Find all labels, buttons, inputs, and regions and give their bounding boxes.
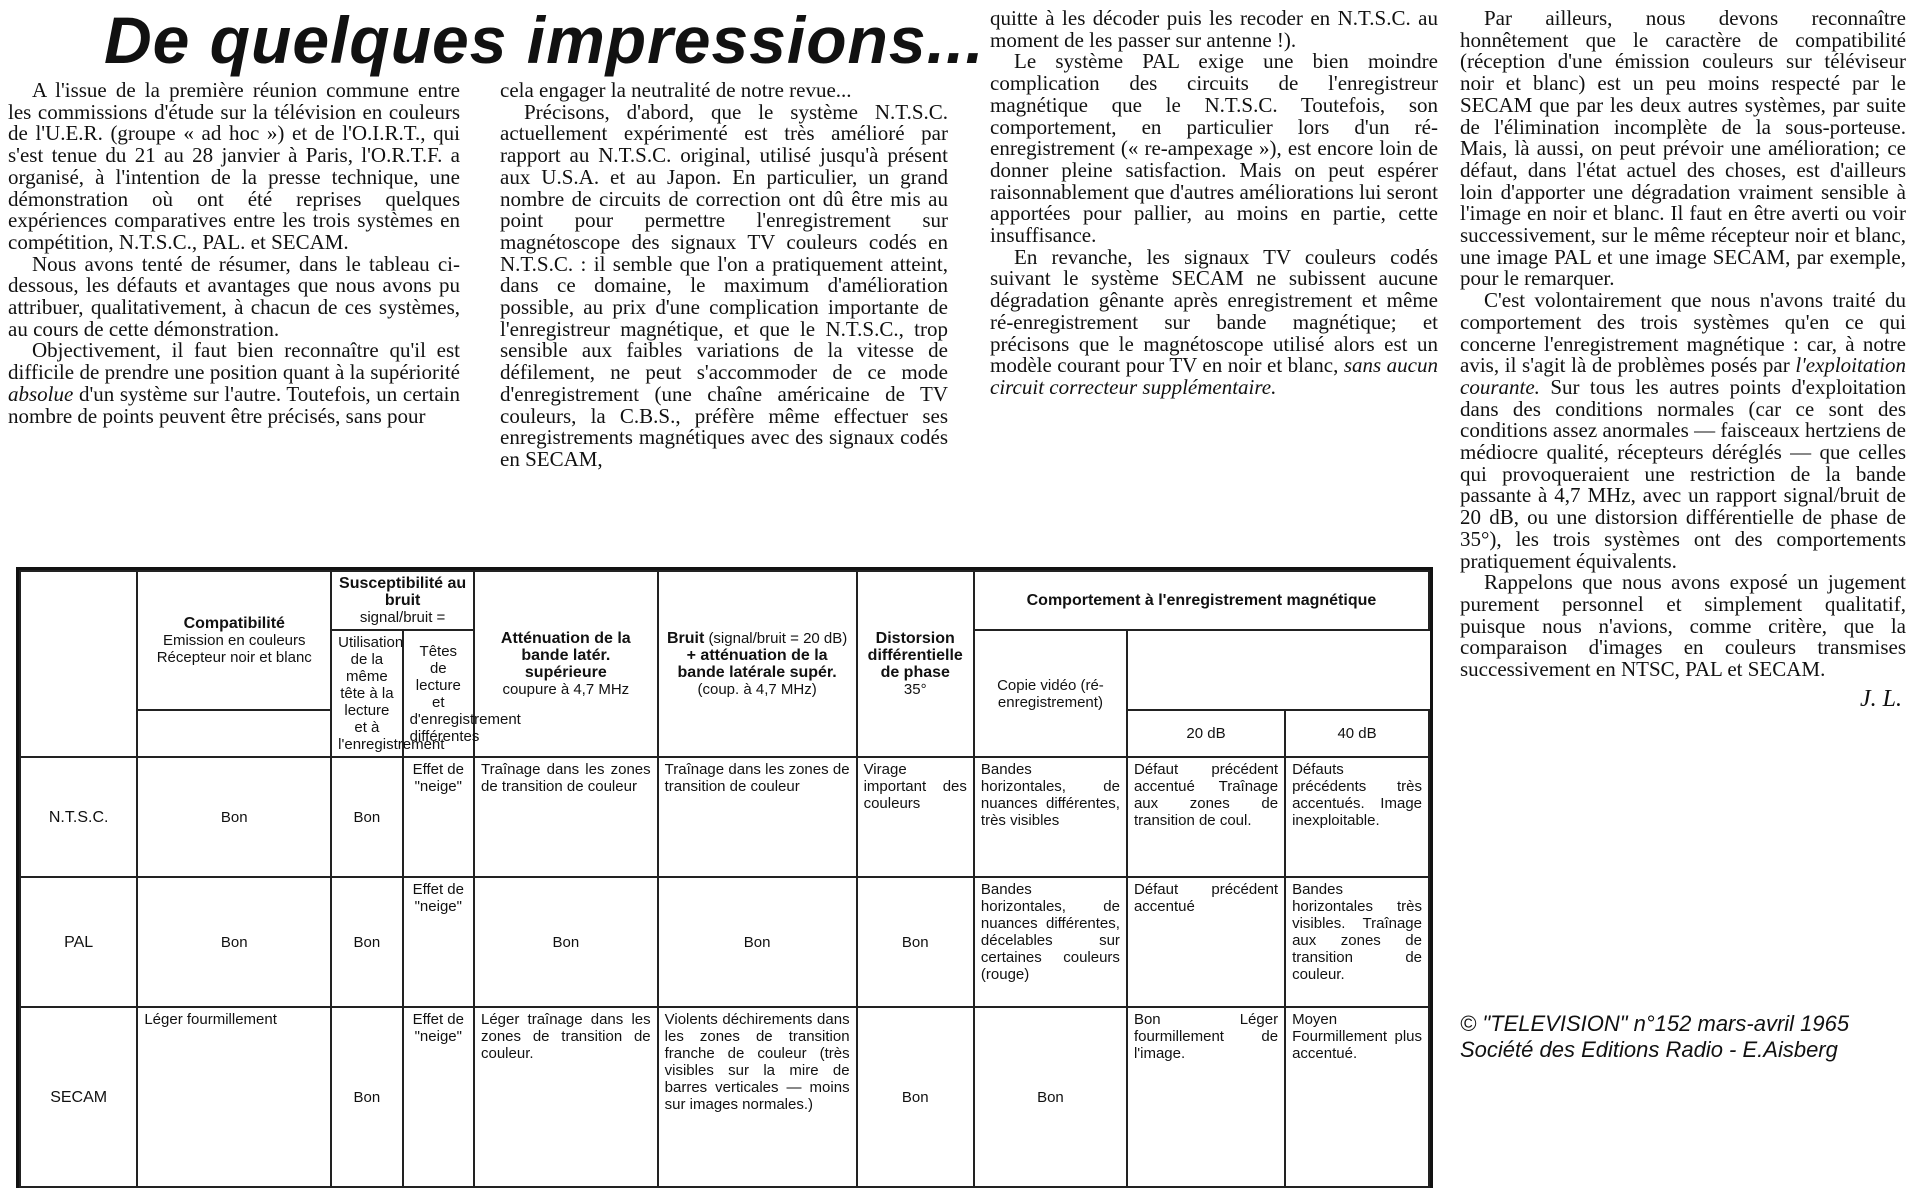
cell: Défaut précédent accentué: [1127, 877, 1285, 1007]
header-compat-empty: [137, 710, 331, 757]
header-bruit: Bruit (signal/bruit = 20 dB) + atténuation de la bande latérale supér. (coup. à 4,7 MHz): [658, 571, 857, 757]
header-comportement: Comportement à l'enregistrement magnétique: [974, 571, 1429, 630]
paragraph: Nous avons tenté de résumer, dans le tableau ci-dessous, les défauts et avantages que nous avons pu attribuer, qualitativement, à chacun de ces systèmes, au cours de cette démonstration.: [8, 251, 460, 341]
cell: Violents déchirements dans les zones de transition franche de couleur (très visibles sur la mire de barres verticales — moins sur images normales.): [658, 1007, 857, 1187]
paragraph: Par ailleurs, nous devons reconnaître honnêtement que le caractère de compatibilité (réception d'une émission couleurs sur téléviseur noir et blanc) est un peu moins respecté par le SECAM que par les deux autres systèmes, par suite de l'élimination incomplète de la sous-porteuse. Mais, là aussi, on peut prévoir une amélioration; ce défaut, dans l'état actuel des choses, est d'ailleurs loin d'apporter une dégradation vraiment sensible à l'image en noir et blanc. Il faut en être averti ou voir successivement, sur le même récepteur noir et blanc, une image PAL et une image SECAM, par exemple, pour le remarquer.: [1460, 6, 1906, 291]
cell: Moyen Fourmillement plus accentué.: [1285, 1007, 1429, 1187]
paragraph: Le système PAL exige une bien moindre complication des circuits de l'enregistreur magnétique que le N.T.S.C. Toutefois, son comportement, en particulier lors d'un ré-enregistrement (« re-ampexage »), est encore loin de donner pleine satisfaction. Mais on peut espérer raisonnablement que d'autres améliorations lui seront apportées pour pallier, au moins en partie, cette insuffisance.: [990, 49, 1438, 248]
header-40db: 40 dB: [1285, 710, 1429, 757]
paragraph: cela engager la neutralité de notre revue...: [500, 78, 852, 102]
header-copie: Copie vidéo (ré-enregistrement): [974, 630, 1127, 757]
cell: Bon: [137, 757, 331, 877]
header-tetes: Têtes de lecture et d'enregistrement différentes: [403, 630, 474, 757]
system-name: N.T.S.C.: [20, 757, 137, 877]
cell: Bon: [331, 757, 402, 877]
paragraph: En revanche, les signaux TV couleurs codés suivant le système SECAM ne subissent aucune dégradation gênante après enregistrement et même ré-enregistrement sur bande magnétique; et précisons que le magnétoscope utilisé alors est un modèle courant pour TV en noir et blanc, sans aucun circuit correcteur supplémentaire.: [990, 244, 1439, 399]
cell: Bon: [137, 877, 331, 1007]
article-title: De quelques impressions...: [104, 3, 985, 77]
cell: Bon: [658, 877, 857, 1007]
text-column-4: [1460, 8, 1906, 711]
paragraph: A l'issue de la première réunion commune entre les commissions d'étude sur la télévision en couleurs de l'U.E.R. (groupe « ad hoc ») et de l'O.I.R.T., qui s'est tenue du 21 au 28 janvier à Paris, l'O.R.T.F. a organisé, à l'intention de la presse technique, une démonstration où ont été reprises quelques expériences comparatives entre les trois systèmes en compétition, N.T.S.C., PAL. et SECAM.: [8, 78, 460, 254]
cell: Léger traînage dans les zones de transition de couleur.: [474, 1007, 658, 1187]
cell: Bon: [974, 1007, 1127, 1187]
header-distorsion: Distorsion différentielle de phase 35°: [857, 571, 974, 757]
paragraph: Objectivement, il faut bien reconnaître qu'il est difficile de prendre une position quant à la supériorité absolue d'un système sur l'autre. Toutefois, un certain nombre de points peuvent être précisés, sans pour: [8, 338, 460, 428]
cell: Traînage dans les zones de transition de couleur: [474, 757, 658, 877]
cell: Bandes horizontales, de nuances différentes, décelables sur certaines couleurs (rouge): [974, 877, 1127, 1007]
cell: Effet de "neige": [403, 1007, 474, 1187]
cell: Bon Léger fourmillement de l'image.: [1127, 1007, 1285, 1187]
paragraph: Précisons, d'abord, que le système N.T.S.C. actuellement expérimenté est très amélioré par rapport au N.T.S.C. original, utilisé jusqu'à présent aux U.S.A. et au Japon. En particulier, un grand nombre de circuits de correction ont dû être mis au point pour permettre l'enregistrement sur magnétoscope des signaux TV couleurs codés en N.T.S.C. : il semble que l'on a pratiquement atteint, dans ce domaine, le maximum d'amélioration possible, au prix d'une complication importante de l'enregistreur magnétique, et que le N.T.S.C., trop sensible aux faibles variations de la vitesse de défilement, ne peut s'accommoder de ce mode d'enregistrement (une chaîne américaine de TV couleurs, la C.B.S., préfère même effectuer ses enregistrements magnétiques avec des signaux codés en SECAM,: [500, 99, 948, 471]
cell: Défauts précédents très accentués. Image inexploitable.: [1285, 757, 1429, 877]
cell: Défaut précédent accentué Traînage aux zones de transition de coul.: [1127, 757, 1285, 877]
corner-cell: [20, 571, 137, 757]
paragraph: quitte à les décoder puis les recoder en N.T.S.C. au moment de les passer sur antenne !).: [990, 6, 1438, 52]
cell: Traînage dans les zones de transition de couleur: [658, 757, 857, 877]
text-column-1: [8, 80, 460, 427]
system-name: PAL: [20, 877, 137, 1007]
header-compatibilite: Compatibilité Emission en couleurs Récepteur noir et blanc: [137, 571, 331, 710]
text-column-2: [500, 80, 948, 471]
cell: Bandes horizontales très visibles. Traînage aux zones de transition de couleur.: [1285, 877, 1429, 1007]
header-utilisation: Utilisation de la même tête à la lecture et à l'enregistrement: [331, 630, 402, 757]
cell: Bon: [331, 877, 402, 1007]
header-susceptibilite: Susceptibilité au bruit signal/bruit =: [331, 571, 474, 630]
text-column-3: [990, 8, 1438, 399]
cell: Virage important des couleurs: [857, 757, 974, 877]
system-name: SECAM: [20, 1007, 137, 1187]
paragraph: Rappelons que nous avons exposé un jugement purement personnel et simplement qualitatif, puisque nous n'avions, comme critère, que la comparaison d'images en couleurs transmises successivement en NTSC, PAL et SECAM.: [1460, 570, 1906, 682]
copyright-notice: © "TELEVISION" n°152 mars-avril 1965 Société des Editions Radio - E.Aisberg: [1460, 1011, 1850, 1062]
paragraph: C'est volontairement que nous n'avons traité du comportement des trois systèmes qu'en ce qui concerne l'enregistrement magnétique : car, à notre avis, il s'agit là de problèmes posés par l'exploitation courante. Sur tous les autres points d'exploitation dans des conditions normales (car ce sont des conditions assez anormales — faisceaux hertziens de médiocre qualité, récepteurs déréglés — que celles qui provoqueraient une restriction de la bande passante à 4,7 MHz, avec un rapport signal/bruit de 20 dB, ou une distorsion différentielle de phase de 35°), les trois systèmes ont des comportements pratiquement équivalents.: [1460, 288, 1907, 573]
header-20db: 20 dB: [1127, 710, 1285, 757]
table-row-pal: [20, 877, 1429, 1007]
cell: Bon: [331, 1007, 402, 1187]
cell: Effet de "neige": [403, 877, 474, 1007]
cell: Léger fourmillement: [137, 1007, 331, 1187]
cell: Bon: [857, 1007, 974, 1187]
cell: Bandes horizontales, de nuances différentes, très visibles: [974, 757, 1127, 877]
cell: Bon: [857, 877, 974, 1007]
author-signature: J. L.: [1860, 685, 1902, 712]
comparison-table: [19, 570, 1430, 1188]
cell: Effet de "neige": [403, 757, 474, 877]
cell: Bon: [474, 877, 658, 1007]
table-row-ntsc: [20, 757, 1429, 877]
table-row-secam: [20, 1007, 1429, 1187]
header-attenuation: Atténuation de la bande latér. supérieure coupure à 4,7 MHz: [474, 571, 658, 757]
